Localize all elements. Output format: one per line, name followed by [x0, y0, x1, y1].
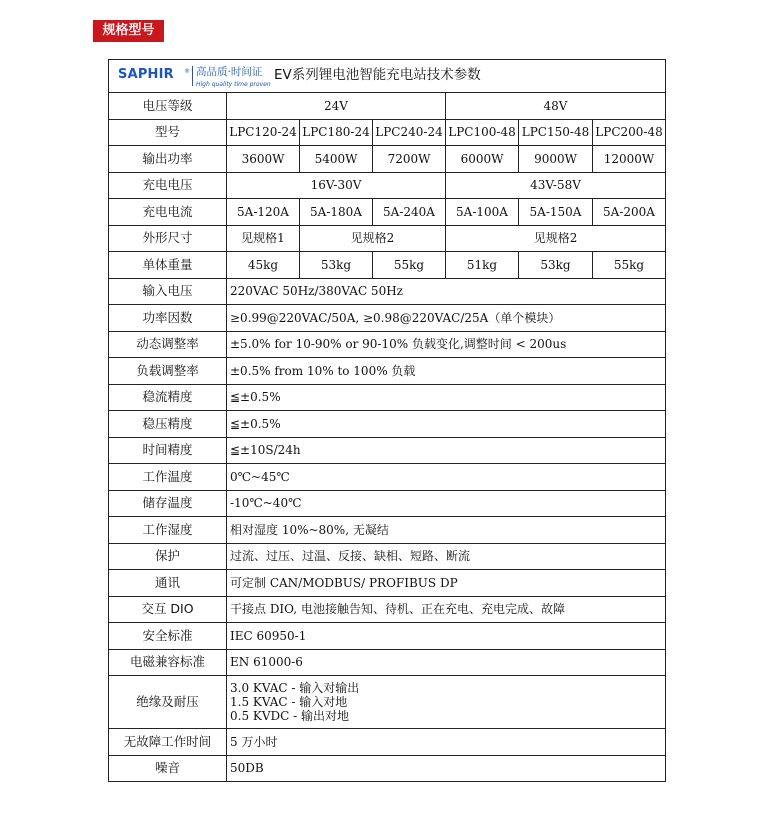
logo-slogan-en: High quality time proven — [196, 81, 271, 88]
row-label: 功率因数 — [109, 305, 227, 332]
table-cell: ≦±0.5% — [227, 384, 666, 411]
table-row — [109, 543, 666, 570]
table-cell: 16V-30V — [227, 172, 446, 199]
table-row — [109, 93, 666, 120]
table-cell: LPC150-48 — [519, 119, 593, 146]
cell-48v: 48V — [446, 93, 666, 120]
table-row — [109, 278, 666, 305]
table-cell: 5A-240A — [373, 199, 446, 226]
table-cell: 55kg — [593, 252, 666, 279]
table-row — [109, 729, 666, 756]
table-cell: ±5.0% for 10-90% or 90-10% 负载变化,调整时间 < 200us — [227, 331, 666, 358]
row-label: 电压等级 — [109, 93, 227, 120]
row-label: 输入电压 — [109, 278, 227, 305]
table-cell: 见规格2 — [300, 225, 446, 252]
table-cell: 53kg — [300, 252, 373, 279]
table-cell: ≥0.99@220VAC/50A, ≥0.98@220VAC/25A（单个模块） — [227, 305, 666, 332]
table-cell: 5A-200A — [593, 199, 666, 226]
table-cell: 53kg — [519, 252, 593, 279]
table-cell: 220VAC 50Hz/380VAC 50Hz — [227, 278, 666, 305]
row-label: 稳压精度 — [109, 411, 227, 438]
row-label: 工作温度 — [109, 464, 227, 491]
table-row — [109, 676, 666, 729]
row-label: 时间精度 — [109, 437, 227, 464]
table-row — [109, 199, 666, 226]
table-cell: 见规格1 — [227, 225, 300, 252]
table-cell: ≦±0.5% — [227, 411, 666, 438]
row-label: 外形尺寸 — [109, 225, 227, 252]
table-row — [109, 755, 666, 782]
table-cell: LPC100-48 — [446, 119, 519, 146]
row-label: 充电电压 — [109, 172, 227, 199]
logo-slogan-cn: 高品质·时间证 — [196, 66, 263, 78]
table-cell: 51kg — [446, 252, 519, 279]
table-cell: -10℃~40℃ — [227, 490, 666, 517]
table-cell: LPC120-24 — [227, 119, 300, 146]
row-label: 交互 DIO — [109, 596, 227, 623]
table-row — [109, 225, 666, 252]
table-cell: 5A-100A — [446, 199, 519, 226]
table-cell: 干接点 DIO, 电池接触告知、待机、正在充电、充电完成、故障 — [227, 596, 666, 623]
table-row — [109, 411, 666, 438]
table-row — [109, 146, 666, 173]
logo-registered-mark: ® — [184, 68, 190, 75]
saphir-logo — [118, 65, 274, 87]
table-title: EV系列锂电池智能充电站技术参数 — [274, 67, 481, 83]
row-label: 单体重量 — [109, 252, 227, 279]
row-label: 电磁兼容标准 — [109, 649, 227, 676]
table-cell: 5400W — [300, 146, 373, 173]
row-label: 无故障工作时间 — [109, 729, 227, 756]
table-row — [109, 331, 666, 358]
logo-divider — [192, 66, 193, 86]
table-cell: 5A-150A — [519, 199, 593, 226]
table-cell — [227, 676, 666, 729]
table-row — [109, 384, 666, 411]
table-row — [109, 490, 666, 517]
table-cell: 过流、过压、过温、反接、缺相、短路、断流 — [227, 543, 666, 570]
table-row — [109, 649, 666, 676]
table-cell: EN 61000-6 — [227, 649, 666, 676]
table-cell: 5A-120A — [227, 199, 300, 226]
row-label: 负载调整率 — [109, 358, 227, 385]
insulation-line: 0.5 KVDC - 输出对地 — [230, 709, 350, 723]
table-cell: LPC240-24 — [373, 119, 446, 146]
table-title-cell — [109, 60, 666, 93]
table-row — [109, 570, 666, 597]
table-cell: 43V-58V — [446, 172, 666, 199]
table-cell: 5 万小时 — [227, 729, 666, 756]
table-cell: 45kg — [227, 252, 300, 279]
table-row — [109, 358, 666, 385]
table-row — [109, 252, 666, 279]
table-cell: ±0.5% from 10% to 100% 负载 — [227, 358, 666, 385]
table-row — [109, 623, 666, 650]
section-label: 规格型号 — [93, 20, 164, 42]
table-cell: 可定制 CAN/MODBUS/ PROFIBUS DP — [227, 570, 666, 597]
table-cell: 7200W — [373, 146, 446, 173]
table-cell: 0℃~45℃ — [227, 464, 666, 491]
row-label: 安全标准 — [109, 623, 227, 650]
table-cell: 6000W — [446, 146, 519, 173]
row-label: 输出功率 — [109, 146, 227, 173]
table-row — [109, 437, 666, 464]
row-label: 充电电流 — [109, 199, 227, 226]
table-cell: ≦±10S/24h — [227, 437, 666, 464]
table-row — [109, 119, 666, 146]
table-cell: 9000W — [519, 146, 593, 173]
table-cell: 12000W — [593, 146, 666, 173]
table-row — [109, 172, 666, 199]
table-header-row — [109, 60, 666, 93]
table-cell: IEC 60950-1 — [227, 623, 666, 650]
table-row — [109, 464, 666, 491]
table-row — [109, 517, 666, 544]
row-label: 保护 — [109, 543, 227, 570]
table-cell: LPC180-24 — [300, 119, 373, 146]
table-row — [109, 305, 666, 332]
row-label: 动态调整率 — [109, 331, 227, 358]
table-cell: 相对湿度 10%~80%, 无凝结 — [227, 517, 666, 544]
table-cell: LPC200-48 — [593, 119, 666, 146]
row-label: 噪音 — [109, 755, 227, 782]
insulation-line: 3.0 KVAC - 输入对输出 — [230, 681, 360, 695]
table-cell: 5A-180A — [300, 199, 373, 226]
row-label: 工作湿度 — [109, 517, 227, 544]
table-cell: 50DB — [227, 755, 666, 782]
row-label: 储存温度 — [109, 490, 227, 517]
cell-24v: 24V — [227, 93, 446, 120]
insulation-line: 1.5 KVAC - 输入对地 — [230, 695, 348, 709]
table-cell: 3600W — [227, 146, 300, 173]
table-cell: 55kg — [373, 252, 446, 279]
logo-wordmark: SAPHIR — [118, 67, 174, 82]
row-label: 稳流精度 — [109, 384, 227, 411]
row-label: 通讯 — [109, 570, 227, 597]
table-cell: 见规格2 — [446, 225, 666, 252]
row-label: 绝缘及耐压 — [109, 676, 227, 729]
row-label: 型号 — [109, 119, 227, 146]
table-row — [109, 596, 666, 623]
spec-table — [108, 59, 666, 782]
